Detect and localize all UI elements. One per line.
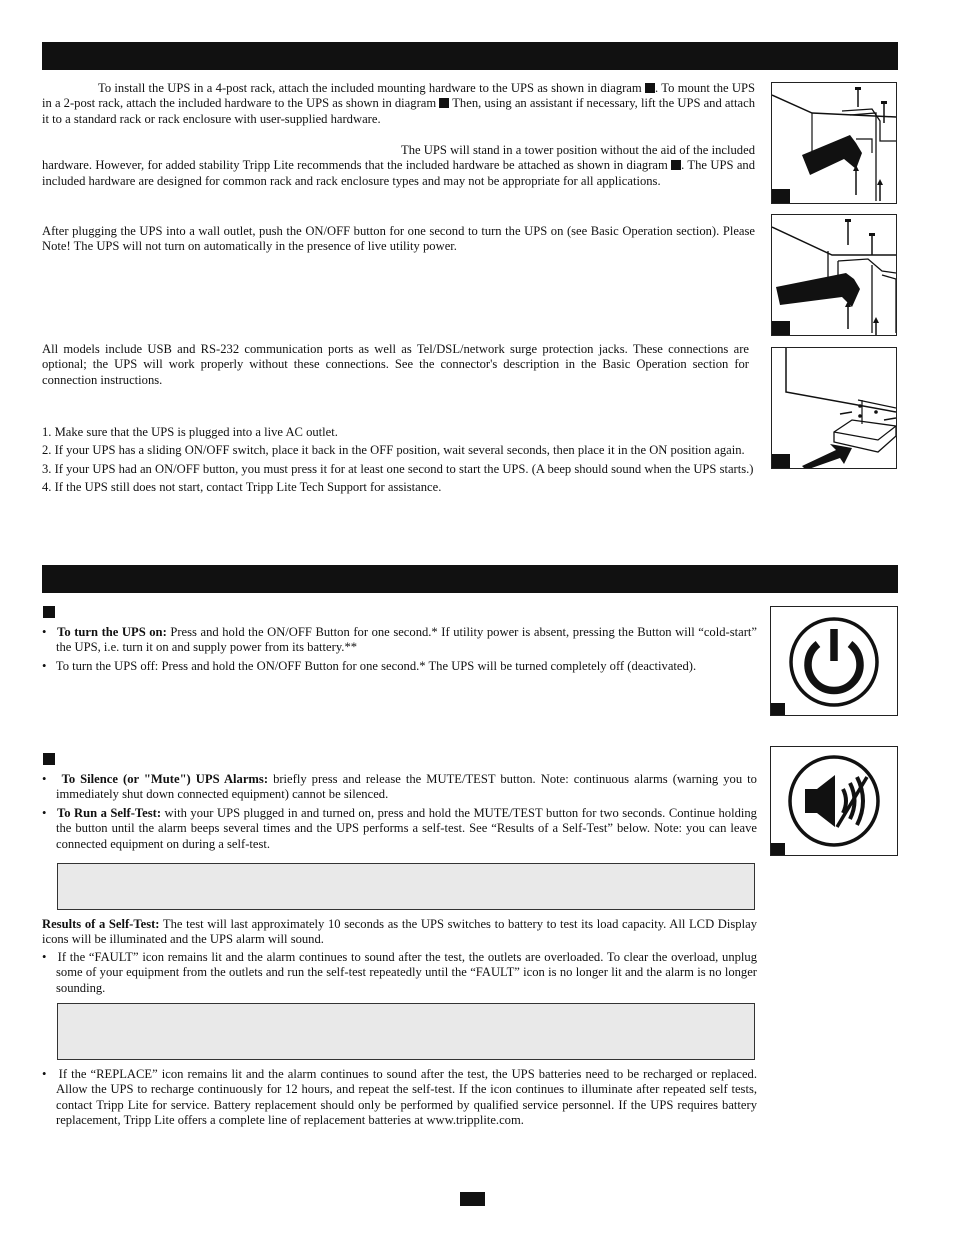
list-item: 4. If the UPS still does not start, contact Tripp Lite Tech Support for assistance. xyxy=(42,480,442,495)
rack-2-post-illustration xyxy=(772,215,897,336)
self-test-results-paragraph: Results of a Self-Test: The test will last approximately 10 seconds as the UPS switches to battery to test its load capacity. All LCD Display icons will be illuminated and the UPS alarm will sound. xyxy=(42,917,757,947)
tower-bracket-illustration xyxy=(772,348,897,469)
rack-4-post-illustration xyxy=(772,83,897,204)
diagram-label-tag xyxy=(771,703,785,715)
diagram-label-tag xyxy=(771,843,785,855)
page-number-tag xyxy=(460,1192,485,1206)
diagram-ref-marker xyxy=(645,83,655,93)
mute-icon-box xyxy=(770,746,898,856)
rack-2-post-diagram xyxy=(771,214,897,336)
tower-bracket-diagram xyxy=(771,347,897,469)
note-box xyxy=(57,863,755,910)
note-box xyxy=(57,1003,755,1060)
mute-bullets xyxy=(42,772,757,852)
mute-speaker-icon xyxy=(771,747,898,856)
replace-bullet: • If the “REPLACE” icon remains lit and the alarm continues to sound after the test, the UPS batteries need to be recharged or replaced. Allow the UPS to recharge continuously for 12 hours, and repeat the self-test. If the icon continues to illuminate after repeated self tests, contact Tripp Lite for service. Battery replacement should only be performed by qualified service personnel. If the UPS requires battery replacement, Tripp Lite offers a complete line of replacement batteries at www.tripplite.com. xyxy=(42,1067,757,1128)
list-item: 2. If your UPS has a sliding ON/OFF switch, place it back in the OFF position, wait several seconds, then place it in the ON position again. xyxy=(42,443,745,458)
rack-4-post-diagram xyxy=(771,82,897,204)
diagram-label-tag xyxy=(772,189,790,203)
list-item: • To turn the UPS off: Press and hold the ON/OFF Button for one second.* The UPS will be turned completely off (deactivated). xyxy=(42,658,697,673)
fault-bullet: • If the “FAULT” icon remains lit and the alarm continues to sound after the test, the outlets are overloaded. To clear the overload, unplug some of your equipment from the outlets and run the self-test repeatedly until the “FAULT” icon is no longer lit and the alarm is no longer sounding. xyxy=(42,950,758,995)
onoff-bullets xyxy=(42,625,757,674)
list-item: 1. Make sure that the UPS is plugged into a live AC outlet. xyxy=(42,425,338,439)
installation-paragraph-tower: The UPS will stand in a tower position without the aid of the included hardware. However, for added stability Tripp Lite recommends that the included hardware be attached as shown in diagram . The UPS and included hardware are designed for common rack and rack enclosure types and may not be appropriate for all applications. xyxy=(42,143,755,188)
startup-steps-list xyxy=(42,425,755,496)
subsection-marker-mute xyxy=(43,753,55,765)
power-icon-box xyxy=(770,606,898,716)
diagram-label-tag xyxy=(772,321,790,335)
diagram-label-tag xyxy=(772,454,790,468)
installation-paragraph-power-on: After plugging the UPS into a wall outlet, push the ON/OFF button for one second to turn the UPS on (see Basic Operation section). Please Note! The UPS will not turn on automatically in the presence of live utility power. xyxy=(42,224,755,254)
section-header-bar-operation xyxy=(42,565,898,593)
installation-paragraph-ports: All models include USB and RS-232 communication ports as well as Tel/DSL/network surge protection jacks. These connections are optional; the UPS will work properly without these connections. See the connector's description in the Basic Operation section for connection instructions. xyxy=(42,342,749,387)
subsection-marker-onoff xyxy=(43,606,55,618)
list-item: • To turn the UPS on: Press and hold the ON/OFF Button for one second.* If utility power is absent, pressing the Button will “cold-start” the UPS, i.e. turn it on and supply power from its battery.** xyxy=(42,625,757,655)
installation-paragraph-rack: To install the UPS in a 4-post rack, attach the included mounting hardware to the UPS as shown in diagram . To mount the UPS in a 2-post rack, attach the included hardware to the UPS as shown in diagram Then, using an assistant if necessary, lift the UPS and attach it to a standard rack or rack enclosure with user-supplied hardware. xyxy=(42,81,755,126)
section-header-bar-installation xyxy=(42,42,898,70)
list-item: • To Run a Self-Test: with your UPS plugged in and turned on, press and hold the MUTE/TEST button for two seconds. Continue holding the button until the alarm beeps several times and the UPS performs a self-test. See “Results of a Self-Test” below. Note: you can leave connected equipment on during a self-test. xyxy=(42,805,757,851)
diagram-ref-marker xyxy=(671,160,681,170)
list-item: 3. If your UPS had an ON/OFF button, you must press it for at least one second to start the UPS. (A beep should sound when the UPS starts.) xyxy=(42,461,754,476)
diagram-ref-marker xyxy=(439,98,449,108)
power-icon xyxy=(771,607,898,716)
list-item: • To Silence (or "Mute") UPS Alarms: briefly press and release the MUTE/TEST button. Note: continuous alarms (warning you to immediately shut down connected equipment) cannot be silenced. xyxy=(42,772,757,802)
